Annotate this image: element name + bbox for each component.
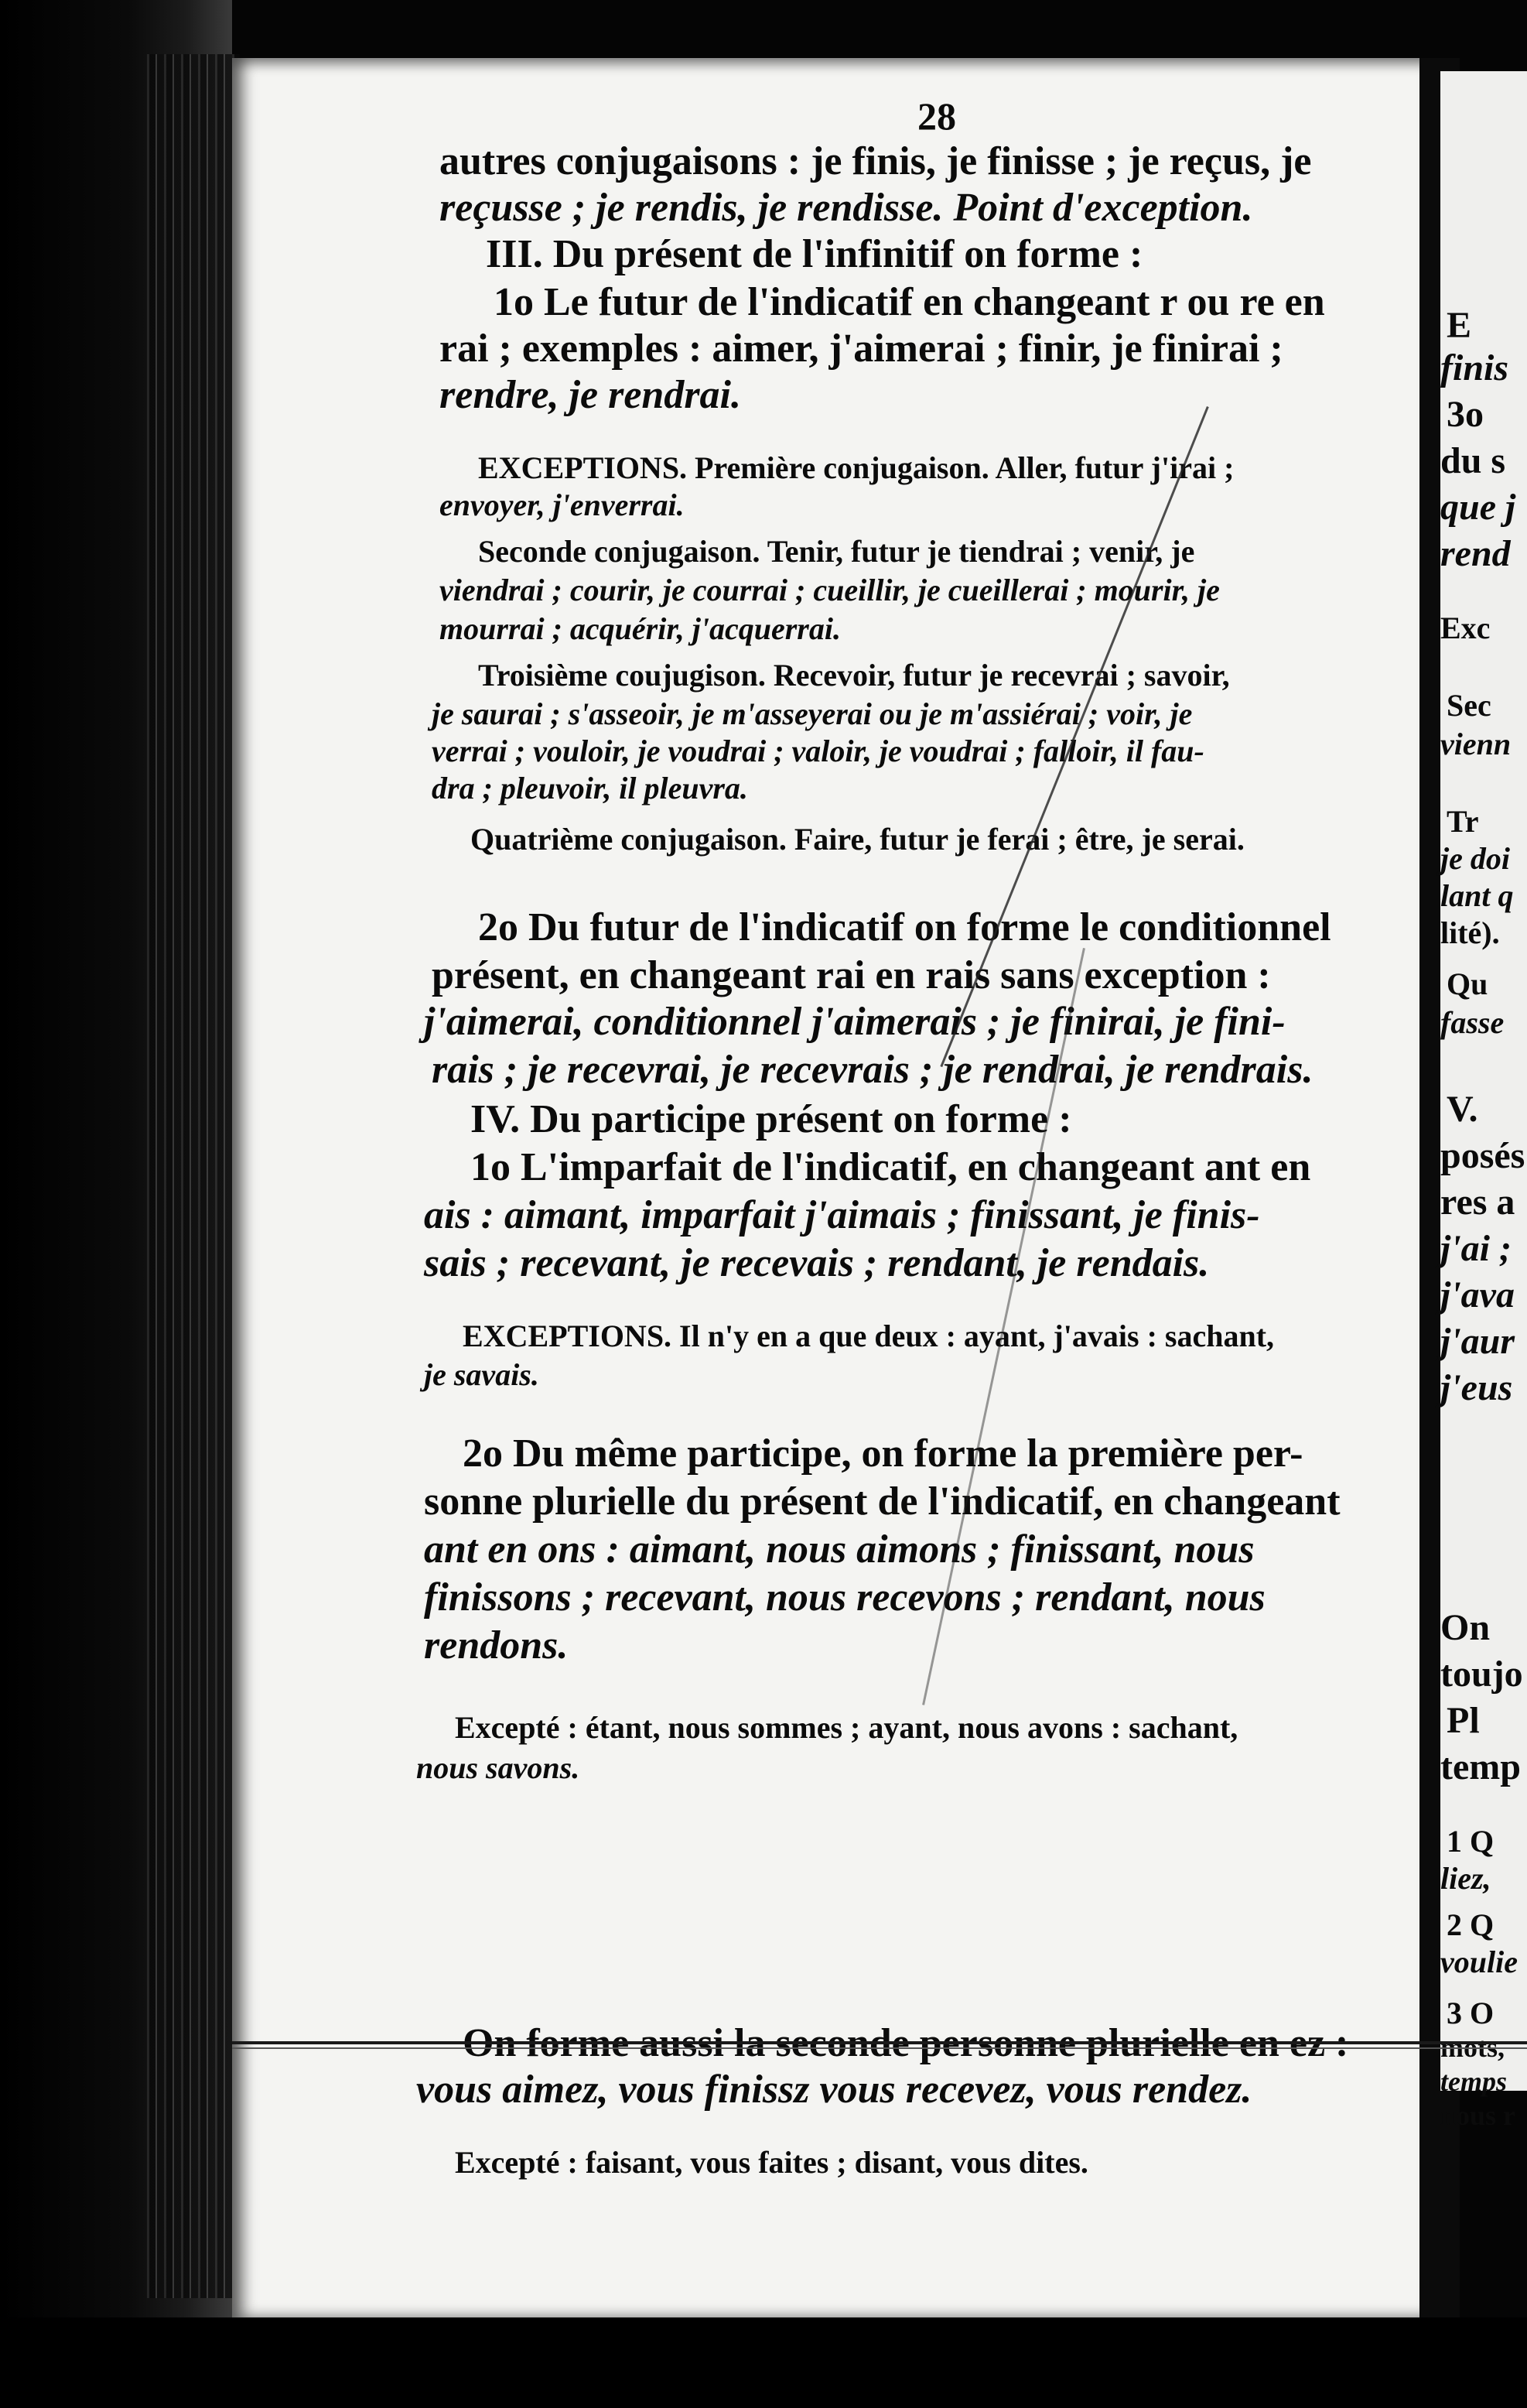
next-page-text: j'ava (1440, 1274, 1515, 1315)
next-page-text: j'eus (1440, 1367, 1513, 1408)
next-page-text: fasse (1440, 1005, 1505, 1040)
text-line: verrai ; vouloir, je voudrai ; valoir, je voudrai ; falloir, il fau- (432, 734, 1204, 768)
text-line: Troisième coujugison. Recevoir, futur je recevrai ; savoir, (478, 658, 1230, 693)
next-page-text: que j (1440, 487, 1516, 528)
text-line: vous aimez, vous finissz vous recevez, vous rendez. (416, 2068, 1252, 2112)
text-line: sonne plurielle du présent de l'indicatif, en changeant (424, 1479, 1341, 1524)
text-line: rendons. (424, 1623, 569, 1667)
text-line: 1o L'imparfait de l'indicatif, en changeant ant en (470, 1145, 1311, 1189)
text-line: dra ; pleuvoir, il pleuvra. (432, 771, 748, 806)
text-line: 2o Du futur de l'indicatif on forme le conditionnel (478, 905, 1331, 949)
next-page-text: V. (1447, 1089, 1478, 1130)
text-line: j'aimerai, conditionnel j'aimerais ; je finirai, je fini- (424, 1000, 1286, 1044)
next-page-text: vienn (1440, 727, 1512, 761)
next-page-text: 3 O (1447, 1996, 1495, 2030)
text-line: reçusse ; je rendis, je rendisse. Point d'exception. (439, 186, 1253, 230)
text-line: finissons ; recevant, nous recevons ; rendant, nous (424, 1575, 1266, 1620)
text-line: Excepté : faisant, vous faites ; disant, vous dites. (455, 2145, 1088, 2180)
next-page-text: finis (1440, 347, 1509, 388)
next-page-text: Sec (1447, 688, 1491, 723)
next-page-text: posés (1440, 1135, 1525, 1176)
text-line: nous savons. (416, 1750, 580, 1785)
section-heading: IV. Du participe présent on forme : (470, 1097, 1072, 1141)
next-page-text: Pl (1447, 1700, 1480, 1741)
next-page-text: E (1447, 305, 1472, 346)
text-line: Seconde conjugaison. Tenir, futur je tiendrai ; venir, je (478, 534, 1195, 569)
text-line: sais ; recevant, je recevais ; rendant, je rendais. (424, 1241, 1210, 1285)
text-line: je saurai ; s'asseoir, je m'asseyerai ou je m'assiérai ; voir, je (432, 696, 1193, 731)
bottom-border (0, 2317, 1527, 2408)
book-page (232, 58, 1427, 2317)
text-line: viendrai ; courir, je courrai ; cueillir, je cueillerai ; mourir, je (439, 573, 1220, 607)
text-line: rais ; je recevrai, je recevrais ; je rendrai, je rendrais. (432, 1048, 1313, 1092)
next-page-text: res a (1440, 1182, 1515, 1223)
next-page-text: lité). (1440, 915, 1500, 950)
next-page-text: j'aur (1440, 1321, 1515, 1362)
next-page-text: je doi (1440, 841, 1510, 876)
next-page-text: 2 Q (1447, 1907, 1495, 1942)
next-page-text: voulie (1440, 1945, 1518, 1979)
next-page-text: lant q (1440, 878, 1514, 913)
next-page-text: 1 Q (1447, 1824, 1495, 1859)
scan-artifact-line (232, 2047, 1527, 2049)
exceptions-line: EXCEPTIONS. Première conjugaison. Aller, futur j'irai ; (478, 450, 1235, 485)
text-line: mourrai ; acquérir, j'acquerrai. (439, 611, 841, 646)
next-page-text: toujo (1440, 1654, 1523, 1695)
exceptions-line: EXCEPTIONS. Il n'y en a que deux : ayant, j'avais : sachant, (463, 1319, 1275, 1353)
next-page-text: nous r (1440, 2100, 1516, 2131)
text-line: rendre, je rendrai. (439, 373, 741, 417)
page-number: 28 (917, 94, 956, 138)
text-line: 1o Le futur de l'indicatif en changeant r ou re en (494, 280, 1325, 324)
next-page-text: Tr (1447, 804, 1479, 839)
next-page-text: temps (1440, 2066, 1507, 2097)
next-page-text: rend (1440, 533, 1511, 574)
next-page-text: j'ai ; (1440, 1228, 1512, 1269)
text-line: envoyer, j'enverrai. (439, 487, 685, 522)
page-edge-stripes (147, 54, 240, 2298)
text-line: rai ; exemples : aimer, j'aimerai ; finir, je finirai ; (439, 327, 1283, 371)
scan-artifact-line (232, 2041, 1527, 2044)
text-line: 2o Du même participe, on forme la première per- (463, 1431, 1303, 1476)
next-page-text: temp (1440, 1746, 1521, 1787)
text-line: ant en ons : aimant, nous aimons ; finissant, nous (424, 1527, 1255, 1572)
text-line: je savais. (424, 1357, 539, 1392)
next-page-text: On (1440, 1607, 1491, 1648)
next-page-text: 3o (1447, 394, 1484, 435)
next-page-text: du s (1440, 440, 1506, 481)
text-line: présent, en changeant rai en rais sans exception : (432, 953, 1271, 997)
next-page-text: Qu (1447, 966, 1488, 1001)
text-line: ais : aimant, imparfait j'aimais ; finissant, je finis- (424, 1193, 1260, 1237)
section-heading: III. Du présent de l'infinitif on forme : (486, 232, 1143, 276)
text-line: Excepté : étant, nous sommes ; ayant, nous avons : sachant, (455, 1710, 1238, 1745)
text-line: autres conjugaisons : je finis, je finisse ; je reçus, je (439, 139, 1312, 183)
adjacent-page-strip (1440, 71, 1527, 2131)
next-page-text: Exc (1440, 611, 1491, 645)
text-line: Quatrième conjugaison. Faire, futur je ferai ; être, je serai. (470, 822, 1245, 857)
next-page-text: liez, (1440, 1861, 1491, 1896)
